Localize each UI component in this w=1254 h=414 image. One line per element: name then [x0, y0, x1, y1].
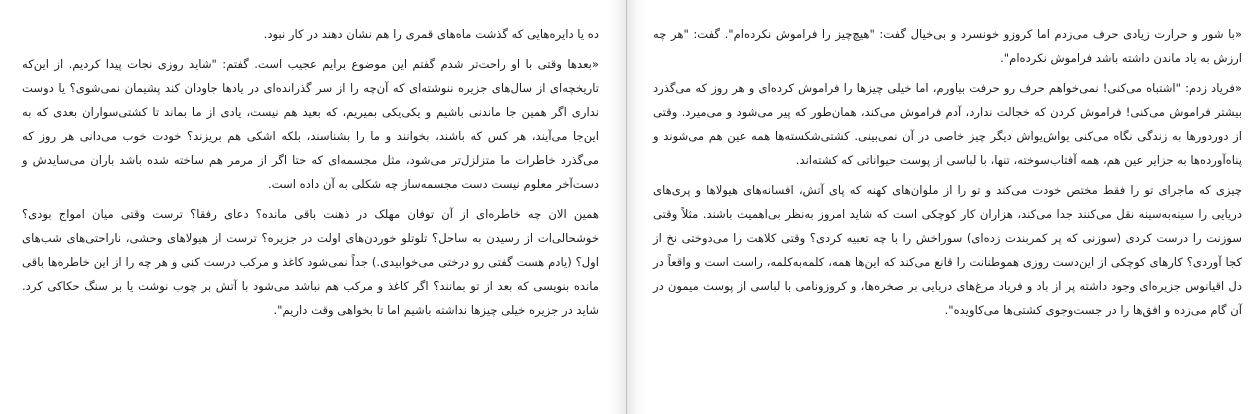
right-paragraph-1: «با شور و حرارت زیادی حرف می‌زدم اما کروزو خونسرد و بی‌خیال گفت: "هیچ‌چیز را فراموش نکرده‌ام". گفت: "هر چه ارزش به یاد ماندن داشته باشد فراموش نکرده‌ام". [653, 27, 1242, 65]
left-paragraph-1: ده یا دایره‌هایی که گذشت ماه‌های قمری را هم نشان دهند در کار نبود. [263, 27, 599, 41]
right-paragraph-3: چیزی که ماجرای تو را فقط مختص خودت می‌کند و تو را از ملوان‌های کهنه که پای آتش، افسانه‌های هیولاها و پری‌های دریایی را سینه‌به‌سینه نقل می‌کنند جدا می‌کند، هزاران کار کوچکی است که شاید امروز به‌نظر بی‌اهمیت باشند. مثلاً وقتی سوزنت را درست کردی (سوزنی که پر کمربندت زده‌ای) سوراخش را با چه تعبیه کردی؟ وقتی کلاهت را می‌دوختی نخ از کجا آوردی؟ کارهای کوچکی از این‌دست روزی هموطنانت را قانع می‌کند که این‌ها همه، کلمه‌به‌کلمه، راست است و واقعاً در دل اقیانوس جزیره‌ای وجود داشته پر از باد و فریاد مرغ‌های دریایی بر صخره‌ها، و کروزونامی با لباسی از پوست میمون در آن گام می‌زده و افق‌ها را در جست‌وجوی کشتی‌ها می‌کاویده". [653, 183, 1242, 317]
left-paragraph-3: همین الان چه خاطره‌ای از آن توفان مهلک در ذهنت باقی مانده؟ دعای رفقا؟ ترست وقتی میان امواج بودی؟ خوشحالی‌ات از رسیدن به ساحل؟ تلوتلو خوردن‌های اولت در جزیره؟ ترست از هیولاهای وحشی، ناراحتی‌های شب‌های اول؟ (یادم هست گفتی رو درختی می‌خوابیدی.) جداً نمی‌شود کاغذ و مرکب درست کنی و هر چه را از این خاطره‌ها باقی مانده بنویسی که بعد از تو بمانند؟ اگر کاغذ و مرکب هم نباشد می‌شود با آتش بر چوب نوشت یا بر سنگ حکاکی کرد. شاید در جزیره خیلی چیزها نداشته باشیم اما تا بخواهی وقت داریم". [22, 207, 599, 317]
right-paragraph-2: «فریاد زدم: "اشتباه می‌کنی! نمی‌خواهم حرف رو حرفت بیاورم، اما خیلی چیزها را فراموش کرده‌ای و هر روز که می‌گذرد بیشتر فراموش می‌کنی! فراموش کردن که خجالت ندارد، آدم فراموش می‌کند، همان‌طور که پیر می‌شود و می‌میرد. وقتی از دوردورها به زندگی نگاه می‌کنی یواش‌یواش دیگر چیز خاصی در آن نمی‌بینی. کشتی‌شکسته‌ها همه عین هم می‌شوند و پناه‌آورده‌ها به جزایر عین هم، همه آفتاب‌سوخته، تنها، با لباسی از پوست حیواناتی که کشته‌اند. [653, 81, 1242, 167]
right-page [627, 0, 1254, 414]
left-paragraph-2: «بعدها وقتی با او راحت‌تر شدم گفتم این موضوع برایم عجیب است. گفتم: "شاید روزی نجات پیدا کردیم. از این‌که تاریخچه‌ای از سال‌های جزیره ننوشته‌ای که آن‌چه را از سر گذرانده‌ای در یادها جاودان کند پشیمان نمی‌شوی؟ یا دوست نداری اگر همین جا ماندنی باشیم و یکی‌یکی بمیریم، که بعید هم نیست، یادی از ما بماند تا کشتی‌سواران بعدی که به این‌جا می‌آیند، هر کس که باشند، بخوانند و ما را بشناسند، بلکه اشکی هم بریزند؟ خودت خوب می‌دانی هر روز که می‌گذرد خاطرات ما متزلزل‌تر می‌شود، مثل مجسمه‌ای که حتا اگر از مرمر هم ساخته شده باشد باران می‌سایدش و دست‌آخر معلوم نیست دست مجسمه‌ساز چه شکلی به آن داده است. [22, 57, 599, 191]
